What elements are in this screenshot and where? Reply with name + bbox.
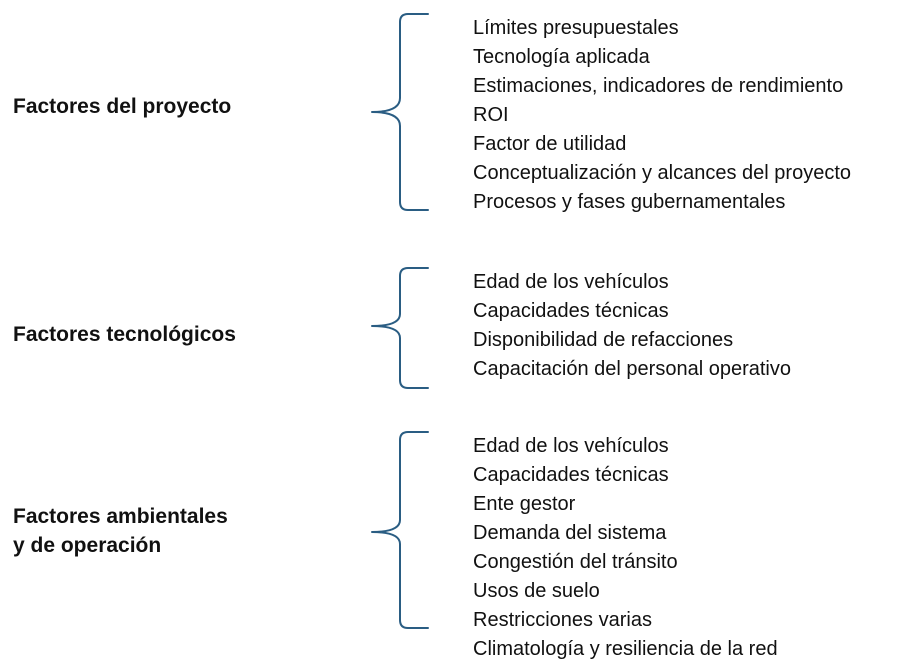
list-item: Usos de suelo [473, 580, 600, 602]
item-list [473, 432, 778, 664]
list-item: Tecnología aplicada [473, 46, 650, 68]
list-item: Capacitación del personal operativo [473, 358, 791, 380]
group-environmental-operation-factors [0, 432, 921, 662]
list-item: ROI [473, 104, 509, 126]
item-list [473, 268, 791, 384]
list-item: Límites presupuestales [473, 17, 679, 39]
list-item: Edad de los vehículos [473, 271, 669, 293]
list-item: Factor de utilidad [473, 133, 627, 155]
item-list [473, 14, 851, 217]
curly-brace-icon [368, 432, 438, 628]
list-item: Climatología y resiliencia de la red [473, 638, 778, 660]
list-item: Congestión del tránsito [473, 551, 678, 573]
group-technological-factors [0, 268, 921, 388]
list-item: Edad de los vehículos [473, 435, 669, 457]
group-project-factors [0, 14, 921, 216]
curly-brace-icon [368, 14, 438, 210]
list-item: Conceptualización y alcances del proyecto [473, 162, 851, 184]
list-item: Disponibilidad de refacciones [473, 329, 734, 351]
list-item: Estimaciones, indicadores de rendimiento [473, 75, 844, 97]
category-label-line: y de operación [13, 534, 162, 557]
category-label-line: Factores ambientales [13, 505, 228, 528]
category-label [13, 502, 228, 560]
list-item: Capacidades técnicas [473, 464, 669, 486]
category-label: Factores del proyecto [13, 95, 232, 118]
list-item: Capacidades técnicas [473, 300, 669, 322]
category-label: Factores tecnológicos [13, 323, 236, 346]
curly-brace-icon [368, 268, 438, 388]
list-item: Ente gestor [473, 493, 576, 515]
list-item: Procesos y fases gubernamentales [473, 191, 786, 213]
list-item: Restricciones varias [473, 609, 652, 631]
list-item: Demanda del sistema [473, 522, 667, 544]
